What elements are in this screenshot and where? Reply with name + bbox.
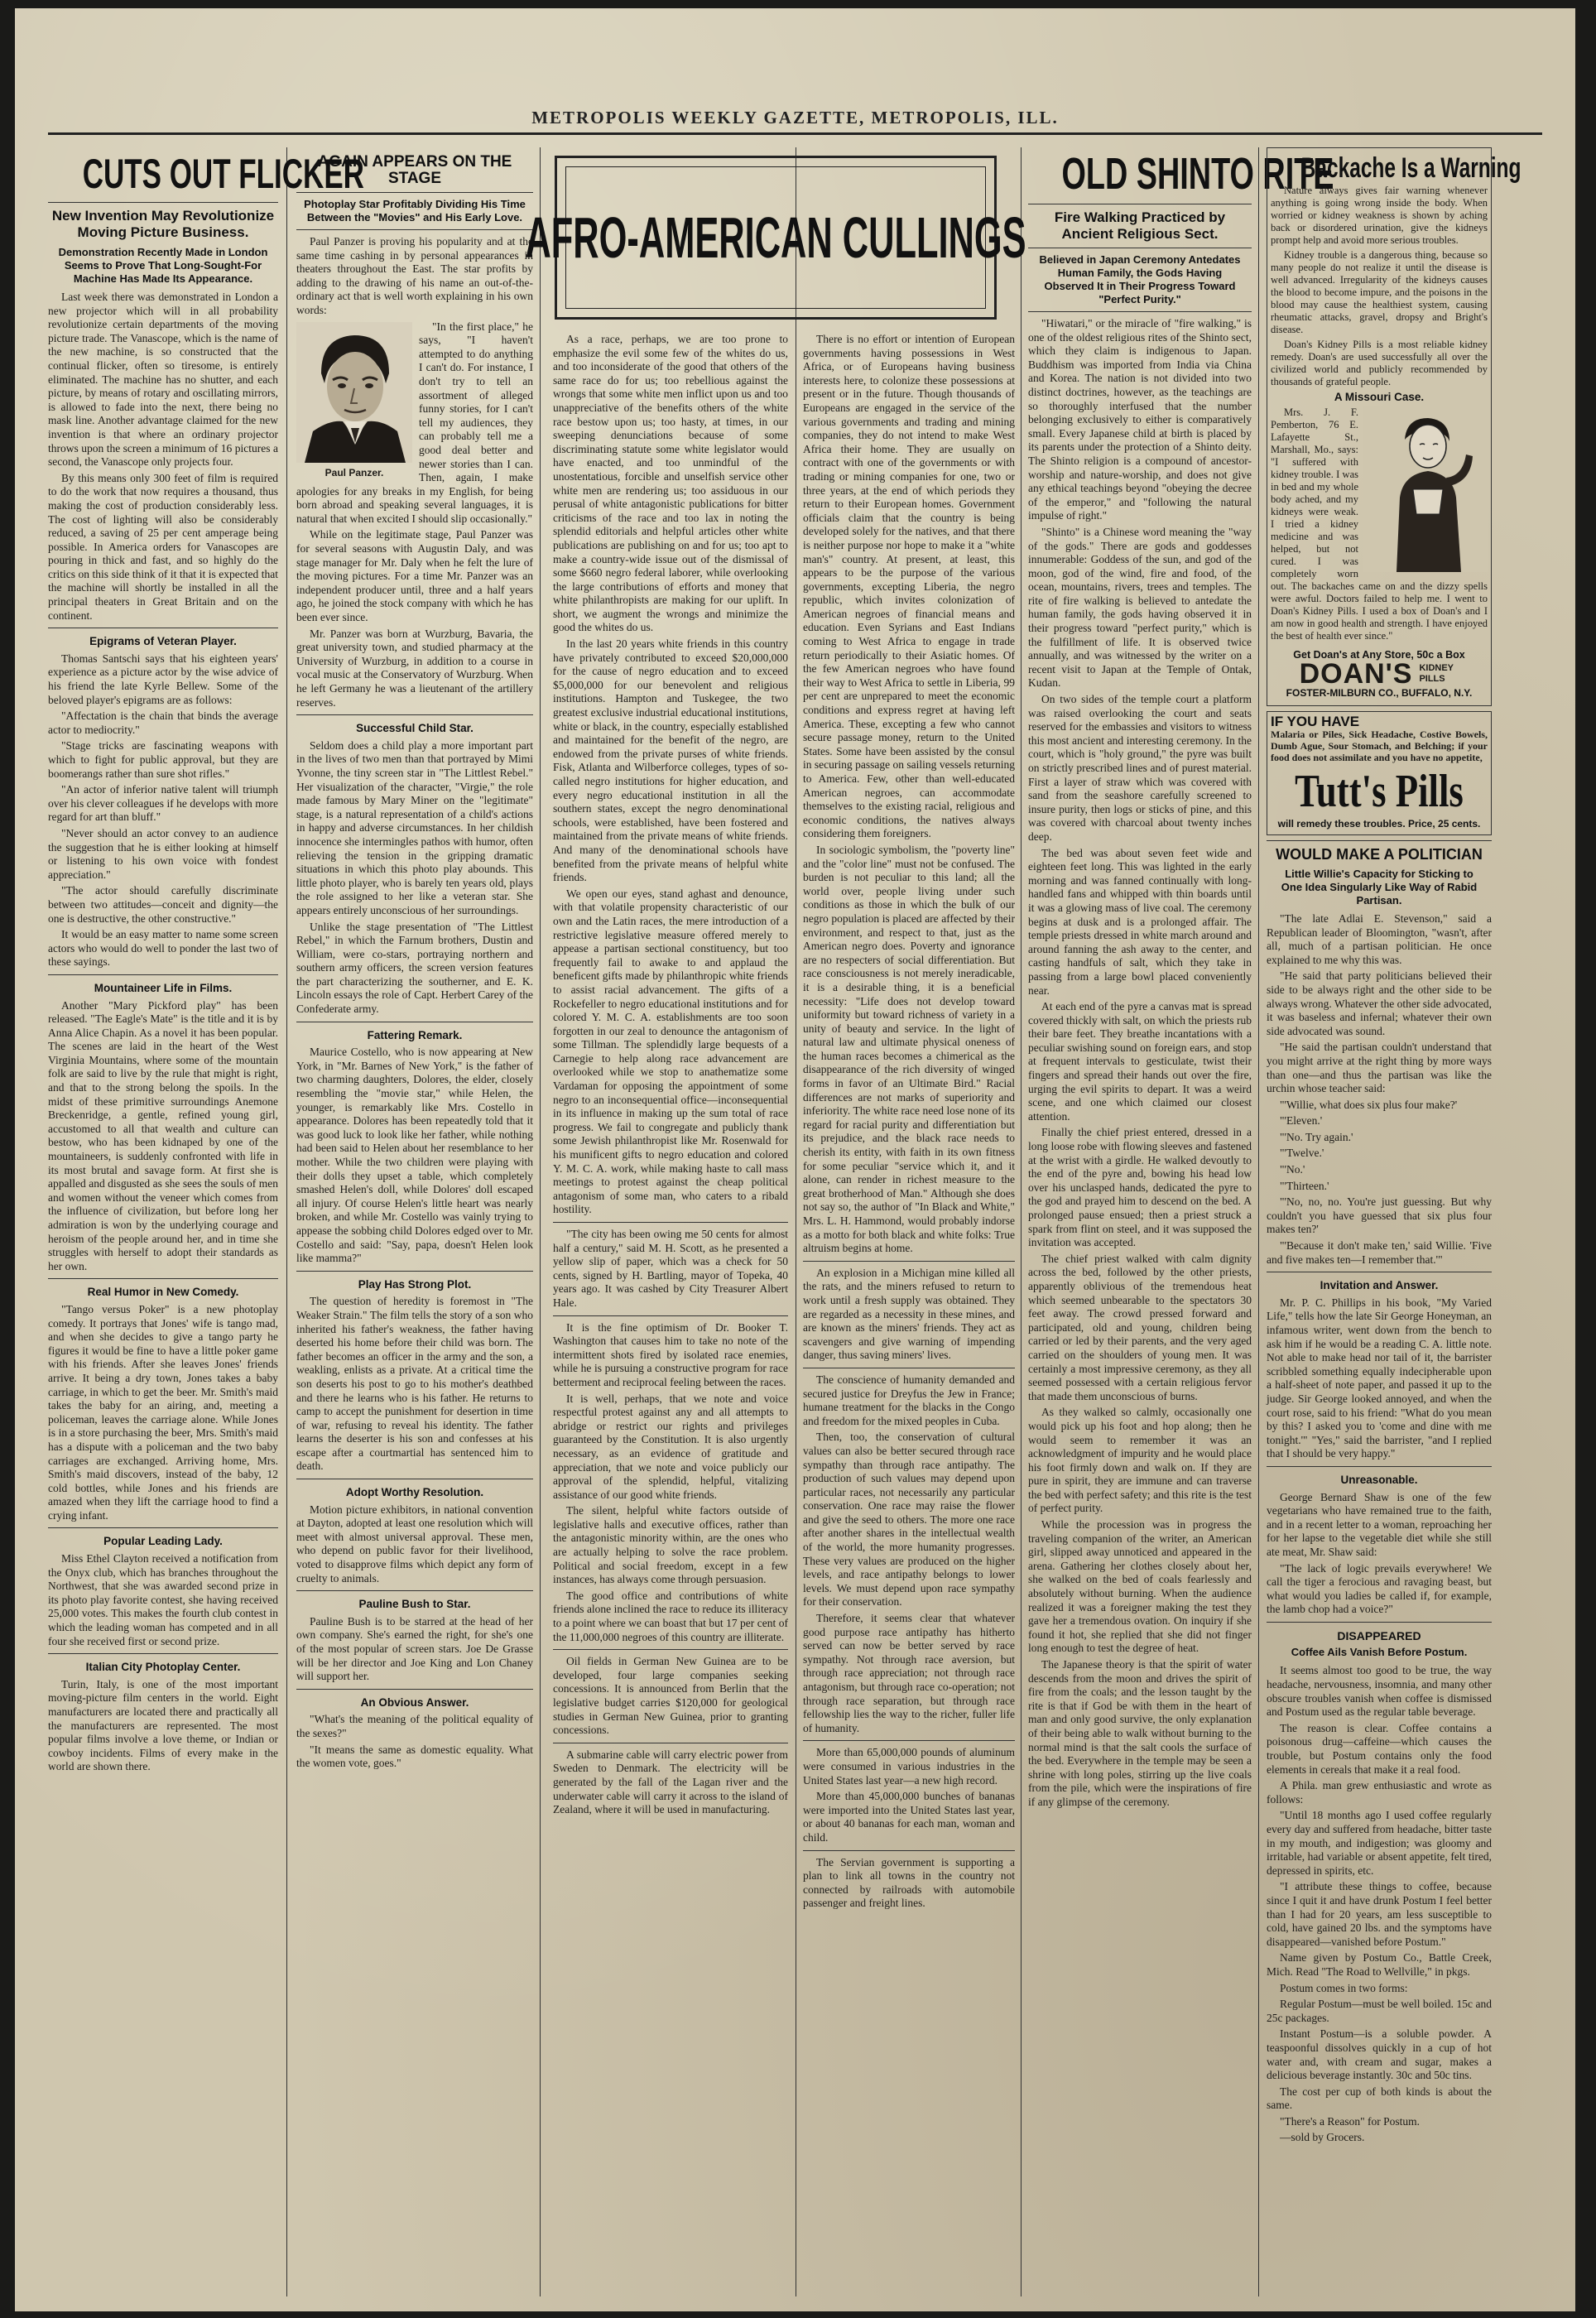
paragraph: In the last 20 years white friends in this country have privately contributed to exceed $20,000,000 for the cause of negro education and to exceed $5,000,000 for our benevolent and religious institutions. Hampton and Tuskegee, the two greatest exclusive industrial educational institutions, white or black, in the country, especially established and maintained for the benefit of the negro, are endowed from the private purses of white friends. Fisk, Atlanta and Wilberforce colleges, types of so-called negro institutions for higher education, and every negro educational institution in all the southern states, except the negro denominational schools, were established, have been fostered and maintained from the private means of white friends. And many of the denominational schools have benefited from the private means of helpful white friends. [553,637,788,884]
divider [803,1740,1015,1741]
paragraph: Name given by Postum Co., Battle Creek, Mich. Read "The Road to Wellville," in pkgs. [1267,1951,1492,1978]
paragraph: Seldom does a child play a more important part in the lives of two men than that portrayed by Mimi Yvonne, the tiny screen star in "The Littlest Rebel." Her visualization of the character, "Virgie," the role made famous by Mary Miner on the "legitimate" stage, is a natural representation of a child's actions in happy and adverse circumstances. In her childish innocence she intermingles pathos with humor, often relieving the tension in the gripping dramatic situations in which this photo play abounds. This little photo player, who is barely ten years old, plays the role assigned to her like a veteran star. She appears entirely unconscious of her surroundings. [296,738,533,916]
paragraph: It is well, perhaps, that we note and voice respectful protest against any and all attempts to abridge or restrict our rights and privileges guaranteed by the Constitution. It is also urgently necessary, as an evidence of gratitude and appreciation, that we note and voice publicly our approval of the splendid, helpful, vitalizing assistance of our good white friends. [553,1392,788,1501]
section-heading: Successful Child Star. [356,722,474,735]
paragraph: "An actor of inferior native talent will triumph over his clever colleagues if he develops with more regard for art than bluff." [48,783,278,824]
paragraph: By this means only 300 feet of film is required to do the work that now requires a thousand, thus making the cost of production considerably less. The cost of lighting will also be considerably reduced, a saving of 25 per cent amperage being possible. In America orders for Vanascopes are pouring in thick and fast, and so highly do the critics on this side think of it that it is expected that the machine will shortly be installed in all the principal theaters in Great Britain and on the continent. [48,471,278,622]
paragraph: Instant Postum—is a soluble powder. A teaspoonful dissolves quickly in a cup of hot water and, with cream and sugar, makes a delicious beverage instantly. 30c and 50c tins. [1267,2027,1492,2082]
section-heading: Invitation and Answer. [1320,1279,1439,1292]
paragraph: Unlike the stage presentation of "The Littlest Rebel," in which the Farnum brothers, Dustin and William, were co-stars, portraying northern and southern army officers, the screen version features the part characterizing the southerner, and E. K. Lincoln essays the role of Capt. Herbert Carey of the Confederate army. [296,920,533,1016]
paragraph: More than 65,000,000 pounds of aluminum were consumed in various industries in the United States last year—a new high record. [803,1746,1015,1787]
paragraph: "'No. Try again.' [1280,1130,1353,1143]
paragraph: An explosion in a Michigan mine killed all the rats, and the miners refused to return to work until a fresh supply was obtained. They are regarded as a necessity in these mines, and are known as the miners' friends. They act as scavengers and give warning of impending danger, thus saving miners' lives. [803,1266,1015,1362]
section-heading: Fattering Remark. [367,1028,463,1041]
paragraph: A submarine cable will carry electric power from Sweden to Denmark. The electricity will be generated by the fall of the Lagan river and the underwater cable will carry it across to the island of Zealand, where it will be used in manufacturing. [553,1748,788,1816]
article-body [48,291,278,623]
ad-text: Doan's Kidney Pills is a most reliable kidney remedy. Doan's are used successfully all over the civilized world and publicly recommended by thousands of grateful people. [1271,339,1488,387]
paragraph: As they walked so calmly, occasionally one would pick up his foot and hop along; then he would seem to remember it was an acknowledgment of impurity and he would place his foot firmly down and walk on. If they are pure in spirit, they are immune and can traverse the bed with perfect safety; and this rite is the test of perfect purity. [1028,1406,1252,1515]
subhead: Fire Walking Practiced by Ancient Religious Sect. [1054,209,1226,242]
woman-figure-icon [1363,406,1488,572]
ad-bottom: will remedy these troubles. Price, 25 cents. [1277,818,1481,830]
paragraph: The good office and contributions of white friends alone inclined the race to reduce its illiteracy to a point where we can boast that but 17 per cent of the 11,000,000 negroes of this country are illiterate. [553,1589,788,1643]
paragraph: Regular Postum—must be well boiled. 15c and 25c packages. [1267,1998,1492,2024]
paragraph: While the procession was in progress the traveling companion of the writer, an American girl, slipped away unnoticed and appeared in the arena. Gathering her clothes closely about her, she walked on the bed of coals fearlessly and absolutely without burning. When the audience realized it was a foreigner making the test they gave her a tremendous ovation. On inquiry if she found it hot, she replied that she did not finger long enough to test the degree of heat. [1028,1518,1252,1655]
divider [296,192,533,193]
paragraph: We open our eyes, stand aghast and denounce, with that volatile propensity characteristic of our own and the Latin races, the mere introduction of a restrictive legislative measure offered merely to appease a partisan sectional constituency, but too frequently fail to awake to and applaud the beneficent gifts made by philanthropic white friends to assist racial advancement. The gifts of a Rockefeller to negro educational institutions and for colored Y. M. C. A. establishments are too soon forgotten in our zeal to denounce the antagonism of some Tillman. The splendidly large bequests of a Carnegie to help along race advancement are overlooked while we stop to anathematize some Vardaman for opposing the appointment of some negro to an inconsequential office—inconsequential in its influence in making up the sum total of race progress. We fail to congregate and publicly thank some Jewish philanthropist like Mr. Rosenwald for his munificent gifts to negro education and colored Y. M. C. A. work, while making haste to call mass meetings to protest against the cheap political antagonism of some man, who caters to a ribald hostility. [553,887,788,1216]
paragraph: The reason is clear. Coffee contains a poisonous drug—caffeine—which causes the trouble, but Postum contains only the food elements in cereals that make it a real food. [1267,1721,1492,1776]
paragraph: George Bernard Shaw is one of the few vegetarians who have remained true to the faith, and in a recent letter to a woman, reproaching her for her lapse to the vegetable diet while she still ate meat, Mr. Shaw said: [1267,1490,1492,1558]
section-heading: Mountaineer Life in Films. [94,981,233,994]
paragraph: "Tango versus Poker" is a new photoplay comedy. It portrays that Jones' wife is tango mad, and when she decides to give a tango party he figures it would be fine to have a little poker game with his friends. After she leaves Jones' friends arrive. It being a dry town, Jones takes a baby carriage, in which to get the beer. Mr. Smith's maid takes the baby for an airing, and, meeting a policeman, leaves the carriage alone. While Jones is in a store purchasing the beer, Mrs. Smith's maid has a dispute with a policeman and the two baby carriages are exchanged. Arriving home, Mrs. Smith's maid discovers, instead of the baby, 12 cold bottles, while Jones and his friends are amazed when they lift the carriage hood to find a crying infant. [48,1302,278,1522]
paragraph: The bed was about seven feet wide and eighteen feet long. This was lighted in the early morning and was fanned continually with long-handled fans and whipped with thin boards until it was a glowing mass of live coal. The ceremony begins at dusk and is a prolonged affair. The temple priests dressed in white march around and around fanning the ash away to the center, and casting handfuls of salt, which they take in passing from a large bowl placed conveniently near. [1028,846,1252,997]
headline-afro-american-cullings: AFRO-AMERICAN CULLINGS [525,205,1026,270]
section-heading: Adopt Worthy Resolution. [345,1486,484,1499]
deck: Believed in Japan Ceremony Antedates Human Family, the Gods Having Observed It in Their Progress Toward "Perfect Purity." [1039,253,1241,305]
divider [48,202,278,203]
paragraph: The Japanese theory is that the spirit of water descends from the moon and drives the spirit of fire from the coals; and the lesson taught by the rite is that if God be with them in the heart of man and only good survive, the only explanation of their being able to walk without burning to the normal mind is that the salt cools the surface of the bed. Everywhere in the temple may be seen a shrine with long poles, stirring up the live coals from the pile, which were the inspirations of fire if any glimpse of the ceremony. [1028,1658,1252,1808]
paragraph: Then, too, the conservation of cultural values can also be better secured through race sympathy than through race antipathy. The production of such values may depend upon particular races, not necessarily any particular conservation. One race may raise the flower and give the seed to others. The more one race after another shares in the intellectual wealth of the world, the more humanity progresses. These very values are produced on the higher levels, and race antipathy belongs to lower levels. We must depend upon race sympathy for their conservation. [803,1431,1015,1609]
paragraph: Turin, Italy, is one of the most important moving-picture film centers in the world. Eight manufacturers are located there and practically all the manufacturers are represented. The most popular films involve a love theme, or Indian or cowboy incidents. Films of every make in the world are shown there. [48,1677,278,1773]
masthead: METROPOLIS WEEKLY GAZETTE, METROPOLIS, ILL. [531,108,1059,127]
paragraph: Therefore, it seems clear that whatever good purpose race antipathy has hitherto served can now be better served by race sympathy. Not through race aversion, but through race appreciation; not through race antagonism, but through race co-operation; not through race separation, but through race fellowship lies the way to the richer, fuller life of humanity. [803,1612,1015,1734]
divider [48,974,278,975]
man-portrait-icon [296,322,412,463]
paragraph: "'Twelve.' [1280,1147,1324,1160]
photo-caption: Paul Panzer. [324,466,384,479]
paragraph: While on the legitimate stage, Paul Panzer was for several seasons with Augustin Daly, and was stage manager for Mr. Daly when he felt the lure of the moving pictures. For a time Mr. Panzer was an independent producer until, three and a half years ago, he joined the stock company with which he has been ever since. [296,528,533,624]
section-heading: Epigrams of Veteran Player. [89,635,237,648]
divider [803,1261,1015,1262]
paragraph: "Never should an actor convey to an audience the suggestion that he is either looking at himself or listening to his own voice with fondest appreciation." [48,826,278,881]
paragraph: Maurice Costello, who is now appearing at New York, in "Mr. Barnes of New York," is the father of two charming daughters, Dolores, the elder, closely resembling the "movie star," while Helen, the younger, is remarkably like Mrs. Costello in appearance. Dolores has been repeatedly told that it was good luck to look like her father, while nothing had been said to Helen about her resemblance to her mother. While the two children were playing with their dolls they upset a table, which completely smashed Helen's doll, while Dolores' doll escaped all injury. Of course Helen's little heart was nearly broken, and while Mr. Costello was vainly trying to appease the sobbing child Dolores edged over to Mr. Costello and said: "Say, papa, doesn't Helen look like mamma?" [296,1046,533,1265]
ad-brand-side: KIDNEY PILLS [1419,663,1454,685]
paragraph: The Servian government is supporting a plan to link all towns in the country not connected by railroads with automobile passenger and freight lines. [803,1855,1015,1910]
portrait-photo [296,322,412,480]
divider [1028,311,1252,312]
section-heading: Real Humor in New Comedy. [87,1286,239,1299]
divider [296,1271,533,1272]
paragraph: A Phila. man grew enthusiastic and wrote as follows: [1267,1779,1492,1806]
paragraph: "He said that party politicians believed their side to be always right and the other side to be always wrong. Whatever the other side advocated, it was baseless and infernal; whatever their own side advocated was sound. [1267,969,1492,1037]
tutts-pills-advertisement [1267,711,1492,835]
paragraph: Oil fields in German New Guinea are to be developed, four large companies seeking concessions. It is announced from Berlin that the legislative budget carries $120,000 for geological studies in German New Guinea, prior to granting concessions. [553,1655,788,1737]
ad-company: FOSTER-MILBURN CO., BUFFALO, N.Y. [1286,687,1473,700]
cullings-headline-box [525,156,1026,320]
divider [48,1653,278,1654]
ad-top: IF YOU HAVE [1271,713,1360,729]
paragraph: The chief priest walked with calm dignity across the bed, followed by the other priests, apparently oblivious of the tremendous heat which seemed unbearable to the spectators 30 feet away. The crowd pressed forward and participated, old and young, children being carried or led by their parents, and the very aged carried on the shoulders of young men. It was certainly a most impressive ceremony, as they all seemed possessed with a certain religious fervor that made them unconscious of burns. [1028,1252,1252,1402]
ad-text: Nature always gives fair warning whenever anything is going wrong inside the body. When worried or kidney weakness is shown by aching back or disordered urination, give the kidneys prompt help and avoid more serious troubles. [1271,185,1488,246]
section-heading: Unreasonable. [1340,1473,1418,1486]
paragraph: It is the fine optimism of Dr. Booker T. Washington that causes him to take no note of the intermittent shots fired by isolated race enemies, while he is pursuing a constructive program for race betterment and reciprocal feeling between the races. [553,1320,788,1388]
paragraph: There is no effort or intention of European governments having possessions in West Africa, or of Europeans having business interests here, to colonize these possessions at present or in the future. Though thousands of Europeans are engaged in the service of the various governments and trading and mining companies, they do not intend to make West Africa their home. They are usually on contract with one of the governments or with trading or mining companies for one, two or three years, at the end of which periods they return to their European homes. Government officials claim that the country is being developed solely for the natives, and that there is neither purpose nor hope to make it a "white man's" country. At present, at least, this appears to be the purpose of the various governments, excepting Liberia, the negro republic, which invites colonization of American negroes of financial means and education. Even Syrians and East Indians coming to West Africa to engage in trade return periodically to their Asiatic homes. Of the few American negroes who have found their way to West Africa to settle in Liberia, 99 per cent are unprepared to meet the economic conditions and express regret at having left America. These, excepting a few who cannot secure passage money, return to the United States. Some have been assisted by the consul in securing passage on sailing vessels returning to America. Few, other than well-educated American negroes, can accommodate themselves to the existing racial, religious and economic conditions, the natives always considering them foreigners. [803,333,1015,840]
paragraph: More than 45,000,000 bunches of bananas were imported into the United States last year, or about 40 bananas for each man, woman and child. [803,1790,1015,1844]
masthead-rule [48,132,1542,135]
ad-testimony: Mrs. J. F. Pemberton, 76 E. Lafayette St., Marshall, Mo., says: "I suffered with kidney trouble. I was in bed and my whole body ached, and my kidneys were weak. I tried a kidney medicine and was helped, but not cured. I was completely worn out. The backaches came on and the dizzy spells were awful. Doctors failed to help me. I went to Doan's Kidney Pills. I used a box of Doan's and I am now in good health and strength. I have enjoyed the best of health ever since." [1271,406,1488,642]
paragraph: Pauline Bush is to be starred at the head of her own company. She's earned the right, for she's one of the most popular of screen stars. Joe De Grasse will be her director and Joe King and Lon Chaney will support her. [296,1614,533,1683]
paragraph: The question of heredity is foremost in "The Weaker Strain." The film tells the story of a son who inherited his father's weakness, the father having deserted his home before their child was born. The father becomes an officer in the army and the son, a weakling, enlists as a private. At a critical time the son deserts his post to go to his mother's deathbed and there he learns who is his father. He returns to camp to accept the punishment for desertion in time of war, refusing to reveal his identity. The father learns the deserter is his son and confesses at his escape after a courtmartial has sentenced him to death. [296,1295,533,1473]
column-rule [1021,147,1022,2296]
column-4 [803,333,1015,2296]
paragraph: "The lack of logic prevails everywhere! We call the tiger a ferocious and ravaging beast, but what would you ladies be called if, for example, the lamb chop had a voice?" [1267,1561,1492,1616]
divider [296,1590,533,1591]
divider [296,714,533,715]
deck: Photoplay Star Profitably Dividing His Time Between the "Movies" and His Early Love. [304,198,526,224]
paragraph: On two sides of the temple court a platform was raised overlooking the court and seats reserved for the embassies and visitors to witness this most ancient and interesting ceremony. In the court, which is "holy ground," the pyre was built on strictly prescribed lines and of purest material. First a layer of straw which was covered with sand from the seashore carefully screened to insure purity, then logs or sticks of pine, and this was covered with charcoal about twenty inches deep. [1028,693,1252,843]
divider [48,1527,278,1528]
paragraph: "It means the same as domestic equality. What the women vote, goes." [296,1743,533,1770]
paragraph: "'No, no, no. You're just guessing. But why couldn't you have guessed that six plus four makes ten?' [1267,1195,1492,1236]
paragraph: "'Because it don't make ten,' said Willie. 'Five and five makes ten—I remember that.'" [1267,1239,1492,1266]
ad-text: Kidney trouble is a dangerous thing, because so many people do not realize it until the disease is well advanced. Irregularity of the kidneys causes the blood to become impure, and the poisons in the blood may cause the healthiest system, causing rheumatic attacks, gravel, dropsy and Bright's disease. [1271,249,1488,335]
paragraph: "What's the meaning of the political equality of the sexes?" [296,1713,533,1739]
paragraph: Another "Mary Pickford play" has been released. "The Eagle's Mate" is the title and it is by Anna Alice Chapin. As a novel it has been popular. The scenes are laid in the heart of the West Virginia Mountains, where some of the mountain folk are said to live by the rule that might is right, and that to the strong belong the spoils. In the midst of these primitive surroundings Anemone Breckenridge, a gentle, refined young girl, accustomed to all that wealth and culture can bestow, who has been kidnaped by one of the mountaineers, is suddenly confronted with life in its most brutal and savage form. At first she is appalled and disgusted as she sees the souls of men and women without the veneer which comes from the influence of civilization, but before long her admiration is won by the underlying courage and heroism of the people around her, and in time she struggles with herself to adopt their standards as her own. [48,998,278,1272]
paragraph: Thomas Santschi says that his eighteen years' experience as a picture actor by the wise advice of his friend the late Kyrle Bellew. Some of the beloved player's epigrams are as follows: [48,652,278,706]
paragraph: "There's a Reason" for Postum. [1280,2114,1421,2128]
paragraph: It would be an easy matter to name some screen actors who would do well to ponder the last two of these sayings. [48,928,278,969]
ad-brand: Tutt's Pills [1295,766,1464,818]
headline-cuts-out-flicker: CUTS OUT FLICKER [82,151,364,197]
deck: Demonstration Recently Made in London Seems to Prove That Long-Sought-For Machine Has Made Its Appearance. [58,246,268,285]
divider [1267,1466,1492,1467]
divider [296,1689,533,1690]
paragraph: "Shinto" is a Chinese word meaning the "way of the gods." There are gods and goddesses innumerable: Goddess of the sun, and god of the moon, god of the wind, fire and food, of the ocean, mountains, rivers, trees and temples. The rite of fire walking is believed to antedate the human family, the gods having observed it in their progress toward "perfect purity," which is the fulfillment of life. It is observed twice annually, and was witnessed by the writer on a recent visit to Japan at the Temple of Ontak, Kudan. [1028,525,1252,690]
divider [296,229,533,230]
paragraph: As a race, perhaps, we are too prone to emphasize the evil some few of the whites do us, and too inconsiderate of the good that others of the same race do for us; too rebellious against the wrongs that some white men inflict upon us and too unappreciative of the benefits others of the white race bestow upon us; too hasty, at times, in our sweeping denunciations because of some discriminating statute some white legislator would have enacted, and too unmindful of the unostentatious, forcible and unselfish service other white men are rendering us; too assiduous in our perusal of white antagonistic publications for bitter criticisms of the race and too lax in noting the splendid editorials and helpful articles other white publications are publishing on and for us; too apt to make a country-wide issue out of the dismissal of some $660 negro federal laborer, while overlooking the large contributions of efforts and money that white philanthropists are making for our uplift. In short, we augment the wrongs and minimize the good the whites do us. [553,333,788,634]
paragraph: In sociologic symbolism, the "poverty line" and the "color line" must not be confused. The burden is not peculiar to this land; all the world over, people living under such conditions as those in which the bulk of our negro population is placed are affected by their environment, and respect to that, just as the American negro does. Poverty and ignorance are no respecters of social differentiation. But race consciousness is not merely ineradicable, it is a desirable thing, it is a beneficial necessity: "Life does not develop toward uniformity but toward richness of variety in a unity of beauty and service. In the light of natural law and ultimate physical oneness of the human races becomes a chimerical as the disappearance of the rich diversity of winged forms in favor of an Ultimate Bird." Racial differences are not marks of superiority and inferiority. The white race need lose none of its regard for racial purity and differentiation but its prejudice, and the black race needs to cherish its entity, with faith in its own fitness for some peculiar "service which it, and it alone, can render in richest measure to the great brotherhood of Man." Although she does not say so, the author of "In Black and White," Mrs. L. H. Hammond, would probably indorse as a motto for both black and white folks: True altruism begins at home. [803,843,1015,1255]
paragraph: The cost per cup of both kinds is about the same. [1267,2085,1492,2112]
section-heading: Popular Leading Lady. [103,1535,223,1548]
paragraph: Miss Ethel Clayton received a notification from the Onyx club, which has branches throughout the Northwest, that she was awarded second prize in its photo play favorite contest, she having received 25,000 votes. This makes the fourth club contest in which the leading woman has competed and in all four she received first or second prize. [48,1552,278,1647]
ad-headline: Backache Is a Warning [1300,152,1521,184]
ad-text: Malaria or Piles, Sick Headache, Costive Bowels, Dumb Ague, Sour Stomach, and Belching; if your food does not assimilate and you have no appetite, [1271,729,1488,764]
ad-brand: DOAN'S [1299,657,1413,690]
paragraph: Postum comes in two forms: [1280,1981,1408,1994]
paragraph: "'Eleven.' [1280,1114,1323,1128]
paragraph: Finally the chief priest entered, dressed in a long loose robe with flowing sleeves and fastened at the wrist with a girdle. He walked devoutly to the end of the pyre and, bowing his head low over his unclasped hands, dedicated the pyre to the god and prayed him to descend on the bed. A prolonged pause ensued; then a priest struck a spark from flint on steel, and it was supposed the invitation was accepted. [1028,1126,1252,1249]
paragraph: Mr. P. C. Phillips in his book, "My Varied Life," tells how the late Sir George Honeyman, an infamous writer, went down from the bench to ask him if he would be a reading C. A. little note. Not able to make head nor tail of it, the barrister scribbled something equally indecipherable upon a half-sheet of note paper, and passed it up to the judge. Sir George looked annoyed, and when the court rose, said to his friend: "What do you mean by this? I asked you to 'come and dine with me tonight.'" "Yes," said the barrister, "and I replied that I should be very happy." [1267,1296,1492,1460]
paragraph: Mr. Panzer was born at Wurzburg, Bavaria, the great university town, and studied pharmacy at the University of Wurzburg, in addition to a course in vocal music at the Conservatory of Wurzburg. When he left Germany he was a lieutenant of the artillery reserves. [296,627,533,709]
section-heading: DISAPPEARED [1337,1628,1421,1642]
paragraph: "He said the partisan couldn't understand that you might arrive at the right thing by more ways than one—and thus the partisan was like the urchin whose teacher said: [1267,1041,1492,1095]
divider [553,1222,788,1223]
divider [48,1278,278,1279]
ad-subheading: A Missouri Case. [1334,391,1425,403]
column-6 [1267,147,1521,2296]
column-rule [286,147,287,2296]
deck: Coffee Ails Vanish Before Postum. [1291,1646,1468,1659]
newspaper-page [15,8,1575,2311]
paragraph: "'Thirteen.' [1280,1179,1329,1192]
paragraph: "In the first place," he says, "I haven't attempted to do anything I can't do. For instance, I don't try to tell an assortment of alleged funny stories, for I can't tell my audiences, they can probably tell me a good deal better and newer stories than I can. Then, again, I make apologies for any breaks in my English, for being born abroad and speaking several languages, it is natural that when excited I should slip occasionally." [296,320,533,525]
paragraph: Paul Panzer is proving his popularity and at the same time cashing in by personal appearances in theaters throughout the East. The star profits by adding to the drawing of his name an out-of-the-ordinary act that is well worth explaining in his own words: [296,235,533,316]
headline-old-shinto-rite: OLD SHINTO RITE [1061,149,1334,199]
paragraph: "Hiwatari," or the miracle of "fire walking," is one of the oldest religious rites of the Shinto sect, which they claim is indigenous to Japan. Buddhism was imported from India via China and Korea. The nation is not divided into two distinct doctrines, however, as the teachings are so thoroughly interfused that the number belonging exclusively to either is comparatively small. Every Japanese child at birth is placed by its parents under the protection of a Shinto deity. The Shinto religion is a compound of ancestor-worship and nature-worship, and does not give any ethical teachings beyond "obeying the decree of the emperor," and "following the natural impulse of right." [1028,317,1252,522]
ad-call-to-action: Get Doan's at Any Store, 50c a Box [1293,648,1465,661]
paragraph: Last week there was demonstrated in London a new projector which will in all probability revolutionize certain departments of the moving picture trade. The Vanascope, which is the name of the new machine, is so constructed that the continual flicker, often so tiresome, is entirely eliminated. The machine has no shutter, and each picture, by means of rotary and oscillating mirrors, is allowed to fade into the next, there being no mask line. Another advantage claimed for the new invention is that where an ordinary projector throws upon the screen a minimum of 16 pictures a second, the Vanascope only projects four. [48,291,278,469]
paragraph: The conscience of humanity demanded and secured justice for Dreyfus the Jew in France; humane treatment for the blacks in the Congo and freedom for the mixed peoples in Cuba. [803,1373,1015,1427]
section-heading: Italian City Photoplay Center. [85,1661,241,1674]
portrait-image [296,322,412,463]
paragraph: The silent, helpful white factors outside of legislative halls and executive offices, rather than the antagonistic minority within, are the ones who are actually helping to solve the race problem. Political and social freedom, except in a few instances, has always come through persuasion. [553,1504,788,1586]
paragraph: "The late Adlai E. Stevenson," said a Republican leader of Bloomington, "wasn't, after all, much of a partisan politician. He once explained to me why this was. [1267,911,1492,966]
doans-advertisement [1267,147,1521,706]
paragraph: "'No.' [1280,1163,1305,1176]
paragraph: Motion picture exhibitors, in national convention at Dayton, adopted at least one resolution which will meet with almost universal approval. These men, who depend on public favor for their livelihood, voted to disapprove films which depict any form of cruelty to animals. [296,1503,533,1585]
column-2 [296,147,533,2296]
paragraph: It seems almost too good to be true, the way headache, nervousness, insomnia, and many other obscure troubles vanish when coffee is dismissed and Postum used as the regular table beverage. [1267,1664,1492,1719]
section-heading: An Obvious Answer. [360,1695,469,1709]
paragraph: At each end of the pyre a canvas mat is spread covered thickly with salt, on which the priests rub their bare feet. They breathe incantations with a peculiar swishing sound on foreign ears, and stop at frequent intervals to gesticulate, twist their fingers and spread their hands out over the fire, urging the evil spirits to depart. It was a weird scene, and one which claimed our closest attention. [1028,1000,1252,1123]
paragraph: "Until 18 months ago I used coffee regularly every day and suffered from headache, bitter taste in my mouth, and indigestion; was gloomy and irritable, had variable or absent appetite, felt tired, depressed in spirits, etc. [1267,1809,1492,1877]
divider [803,1850,1015,1851]
section-heading: Pauline Bush to Star. [358,1598,471,1611]
divider [1267,840,1492,841]
paragraph: "I attribute these things to coffee, because since I quit it and have drunk Postum I feel better than I had for 20 years, am less susceptible to cold, have gained 20 lbs. and the symptoms have disappeared—vanished before Postum." [1267,1880,1492,1948]
paragraph: "Stage tricks are fascinating weapons with which to fight for public approval, but they are boomerangs rather than sure shot rifles." [48,739,278,780]
paragraph: "'Willie, what does six plus four make?' [1280,1098,1458,1111]
divider [1267,1622,1492,1623]
paragraph: "The actor should carefully discriminate between two attitudes—conceit and dignity—the one is destructive, the other constructive." [48,884,278,925]
paragraph: —sold by Grocers. [1280,2131,1365,2144]
deck: Little Willie's Capacity for Sticking to One Idea Singularly Like Way of Rabid Partisan. [1281,867,1478,907]
headline-would-make-politician: WOULD MAKE A POLITICIAN [1276,845,1483,863]
section-heading: Play Has Strong Plot. [358,1277,472,1291]
headline-again-appears: AGAIN APPEARS ON THE STAGE [317,153,512,187]
ad-brand-row [1271,657,1488,690]
column-3 [553,333,788,2296]
paragraph: "Affectation is the chain that binds the average actor to mediocrity." [48,709,278,736]
paragraph: "The city has been owing me 50 cents for almost half a century," said M. H. Scott, as he presented a yellow slip of paper, which was a check for 50 cents, signed by H. Bartling, mayor of Topeka, 40 years ago. It was cashed by City Treasurer Albert Hale. [553,1228,788,1309]
woman-illustration [1363,406,1488,572]
subhead: New Invention May Revolutionize Moving Picture Business. [51,208,275,240]
divider [553,1315,788,1316]
column-rule [1258,147,1259,2296]
column-rule [540,147,541,2296]
cullings-inner-frame [525,166,1026,309]
divider [553,1649,788,1650]
